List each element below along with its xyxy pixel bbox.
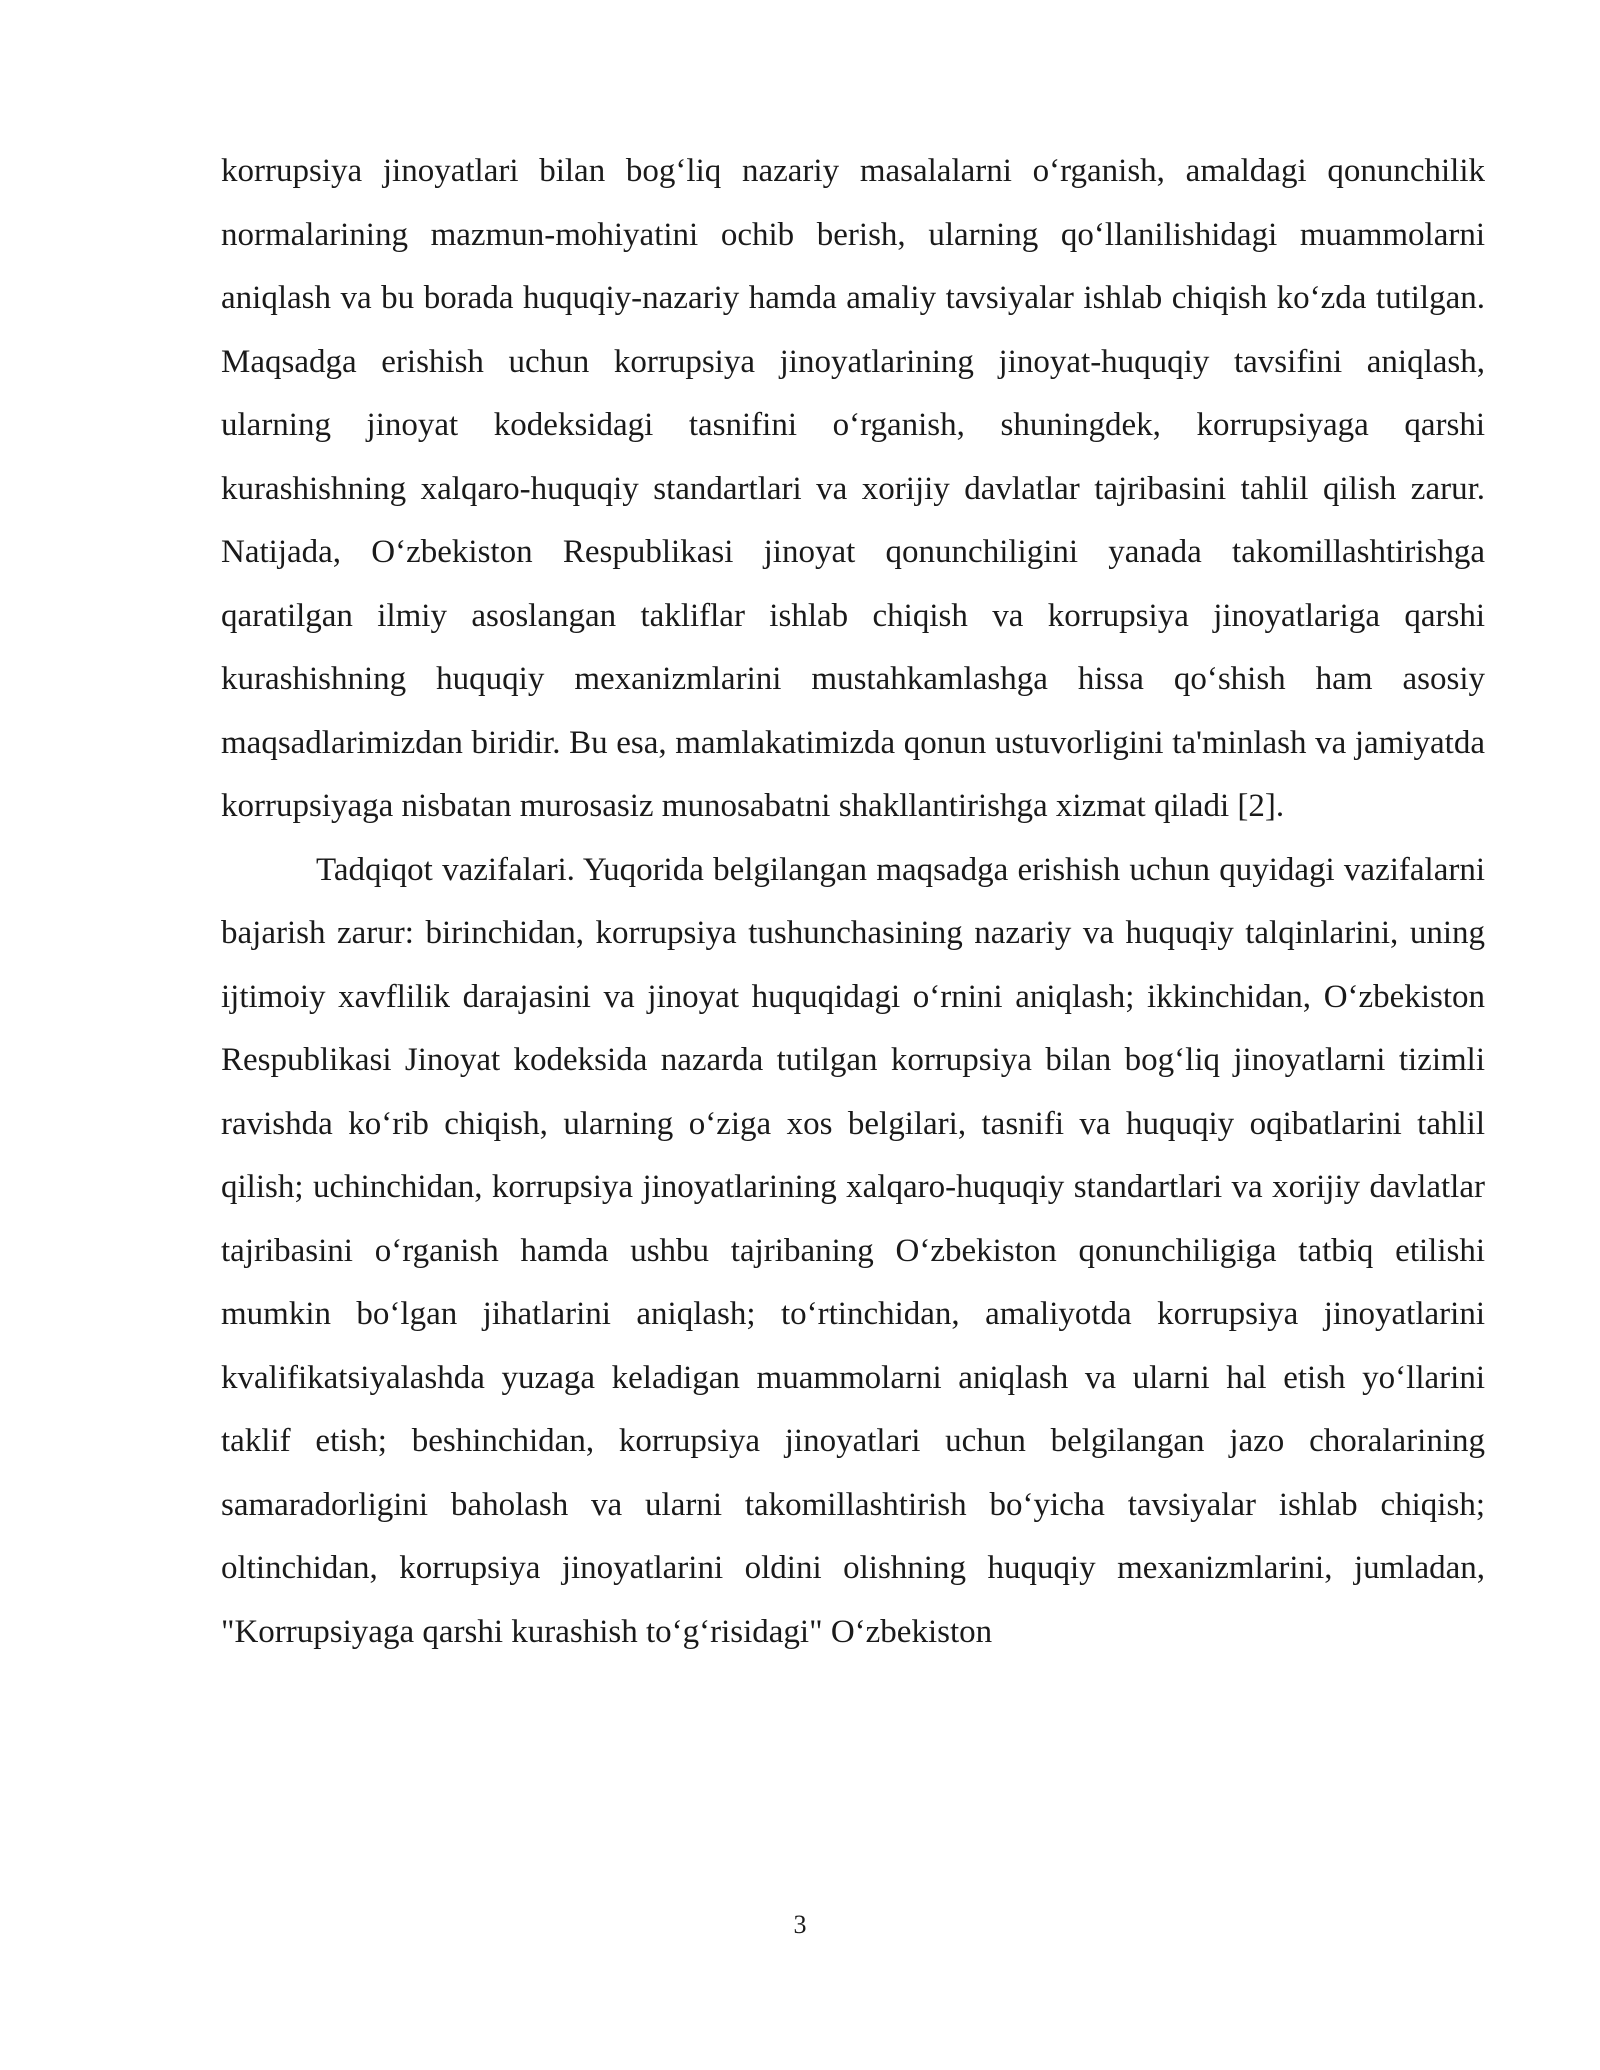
paragraph-continuation: korrupsiya jinoyatlari bilan bog‘liq nazariy masalalarni o‘rganish, amaldagi qonunchilik normalarining mazmun-mohiyatini ochib berish, ularning qo‘llanilishidagi muammolarni aniqlash va bu borada huquqiy-nazariy hamda amaliy tavsiyalar ishlab chiqish ko‘zda tutilgan. Maqsadga erishish uchun korrupsiya jinoyatlarining jinoyat-huquqiy tavsifini aniqlash, ularning jinoyat kodeksidagi tasnifini o‘rganish, shuningdek, korrupsiyaga qarshi kurashishning xalqaro-huquqiy standartlari va xorijiy davlatlar tajribasini tahlil qilish zarur. Natijada, O‘zbekiston Respublikasi jinoyat qonunchiligini yanada takomillashtirishga qaratilgan ilmiy asoslangan takliflar ishlab chiqish va korrupsiya jinoyatlariga qarshi kurashishning huquqiy mexanizmlarini mustahkamlashga hissa qo‘shish ham asosiy maqsadlarimizdan biridir. Bu esa, mamlakatimizda qonun ustuvorligini ta'minlash va jamiyatda korrupsiyaga nisbatan murosasiz munosabatni shakllantirishga xizmat qiladi [2].	[221, 153, 1485, 824]
page-number: 3	[793, 1910, 807, 1939]
body-text	[221, 140, 1485, 1664]
paragraph-research-tasks: Tadqiqot vazifalari. Yuqorida belgilangan maqsadga erishish uchun quyidagi vazifalarni bajarish zarur: birinchidan, korrupsiya tushunchasining nazariy va huquqiy talqinlarini, uning ijtimoiy xavflilik darajasini va jinoyat huquqidagi o‘rnini aniqlash; ikkinchidan, O‘zbekiston Respublikasi Jinoyat kodeksida nazarda tutilgan korrupsiya bilan bog‘liq jinoyatlarni tizimli ravishda ko‘rib chiqish, ularning o‘ziga xos belgilari, tasnifi va huquqiy oqibatlarini tahlil qilish; uchinchidan, korrupsiya jinoyatlarining xalqaro-huquqiy standartlari va xorijiy davlatlar tajribasini o‘rganish hamda ushbu tajribaning O‘zbekiston qonunchiligiga tatbiq etilishi mumkin bo‘lgan jihatlarini aniqlash; to‘rtinchidan, amaliyotda korrupsiya jinoyatlarini kvalifikatsiyalashda yuzaga keladigan muammolarni aniqlash va ularni hal etish yo‘llarini taklif etish; beshinchidan, korrupsiya jinoyatlari uchun belgilangan jazo choralarining samaradorligini baholash va ularni takomillashtirish bo‘yicha tavsiyalar ishlab chiqish; oltinchidan, korrupsiya jinoyatlarini oldini olishning huquqiy mexanizmlarini, jumladan, "Korrupsiyaga qarshi kurashish to‘g‘risidagi" O‘zbekiston	[221, 851, 1485, 1650]
